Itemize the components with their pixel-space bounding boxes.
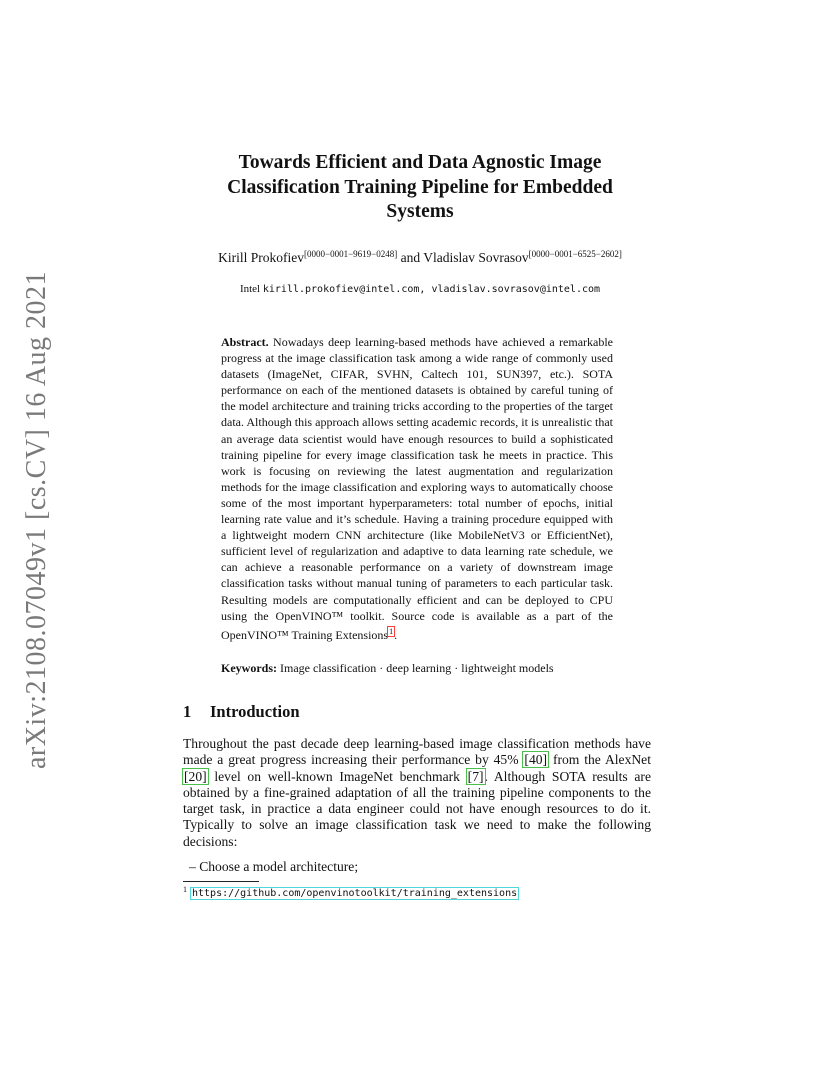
author-2: Vladislav Sovrasov xyxy=(423,250,529,265)
abstract xyxy=(221,334,613,643)
footnote-1-reference[interactable]: 1 xyxy=(389,626,394,636)
keywords-label: Keywords: xyxy=(221,661,277,675)
keywords xyxy=(221,661,613,676)
intro-text-2: from the AlexNet xyxy=(548,752,651,768)
author-1-orcid: [0000−0001−9619−0248] xyxy=(304,249,398,259)
citation-40[interactable]: [40] xyxy=(524,752,548,768)
intro-text-1: Throughout the past decade deep learning-based image classification methods have made a great progress increasing their performance by 45% xyxy=(183,736,651,768)
arxiv-identifier: arXiv:2108.07049v1 [cs.CV] 16 Aug 2021 xyxy=(21,270,53,770)
author-list xyxy=(150,249,690,266)
citation-20[interactable]: [20] xyxy=(184,768,207,784)
author-emails[interactable]: kirill.prokofiev@intel.com, vladislav.sovrasov@intel.com xyxy=(262,284,601,295)
section-title: Introduction xyxy=(210,702,300,721)
affiliation xyxy=(150,283,690,295)
paper-title xyxy=(150,151,690,225)
arxiv-identifier-stamp xyxy=(20,270,54,770)
title-line-1: Towards Efficient and Data Agnostic Image xyxy=(238,152,602,173)
footnote-1 xyxy=(183,885,518,899)
intro-paragraph xyxy=(183,736,651,850)
title-line-3: Systems xyxy=(386,201,454,222)
keywords-text: Image classification · deep learning · lightweight models xyxy=(277,661,554,675)
author-conjunction: and xyxy=(397,250,424,265)
citation-7[interactable]: [7] xyxy=(467,768,484,784)
title-line-2: Classification Training Pipeline for Embedded xyxy=(227,176,613,198)
abstract-end: . xyxy=(394,627,398,642)
intro-text-3: level on well-known ImageNet benchmark xyxy=(207,768,467,784)
list-item: – Choose a model architecture; xyxy=(189,859,359,874)
section-number: 1 xyxy=(183,702,192,721)
footnote-url-link[interactable]: https://github.com/openvinotoolkit/training_extensions xyxy=(192,888,518,899)
author-1: Kirill Prokofiev xyxy=(218,250,305,265)
author-2-orcid: [0000−0001−6525−2602] xyxy=(528,249,622,259)
intro-text-4: . Although SOTA results are obtained by a fine-grained adaptation of all the training pipeline components to the target task, in practice a data engineer could not have enough resources to do it. Typically to solve an image classification task we need to make the following decisions: xyxy=(183,768,651,849)
footnote-divider xyxy=(183,881,259,882)
affiliation-org: Intel xyxy=(239,283,263,295)
abstract-text: Nowadays deep learning-based methods have achieved a remarkable progress at the image classification task among a wide range of commonly used datasets (ImageNet, CIFAR, SVHN, Caltech 101, SUN397, etc.). SOTA performance on each of the mentioned datasets is obtained by careful tuning of the model architecture and training tricks according to the properties of the target data. Although this approach allows setting academic records, it is unrealistic that an average data scientist would have enough resources to build a sophisticated training pipeline for every image classification task he meets in practice. This work is focusing on reviewing the latest augmentation and regularization methods for the image classification and exploring ways to automatically choose some of the most important hyperparameters: total number of epochs, initial learning rate value and it’s schedule. Having a training procedure equipped with a lightweight modern CNN architecture (like MobileNetV3 or EfficientNet), sufficient level of regularization and adaptive to data learning rate schedule, we can achieve a reasonable performance on a variety of downstream image classification tasks without manual tuning of parameters to each particular task. Resulting models are computationally efficient and can be deployed to CPU using the OpenVINO™ toolkit. Source code is available as a part of the OpenVINO™ Training Extensions xyxy=(221,335,613,642)
abstract-label: Abstract. xyxy=(221,335,269,349)
footnote-mark: 1 xyxy=(183,885,187,894)
section-heading-introduction xyxy=(183,702,300,722)
